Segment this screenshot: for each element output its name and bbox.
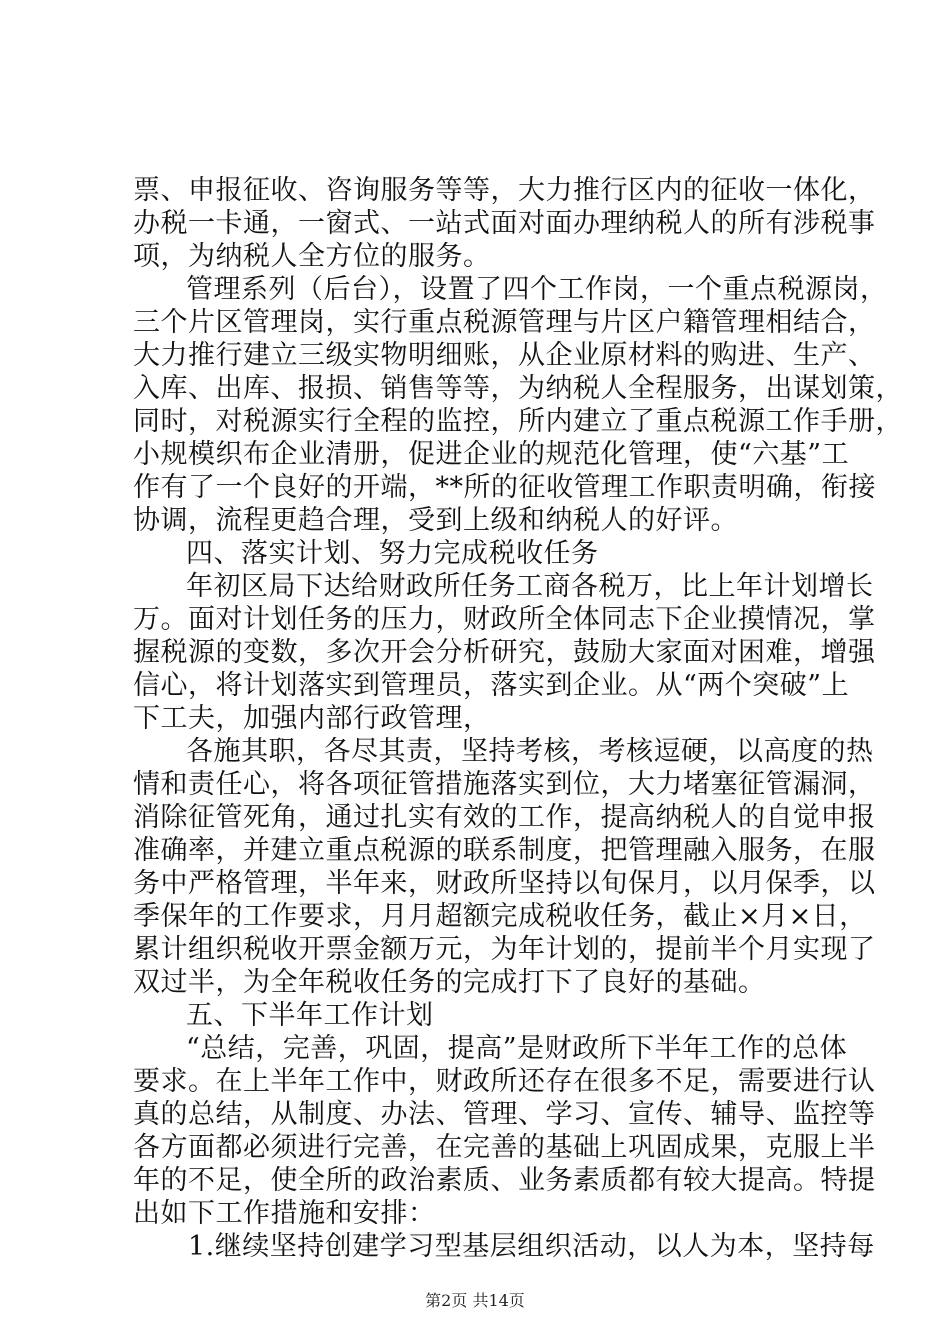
page-number-footer: 第2页 共14页: [425, 1291, 525, 1310]
body-text-line: 小规模织布企业清册，促进企业的规范化管理，使“六基”工: [133, 439, 850, 470]
body-text-line: 办税一卡通，一窗式、一站式面对面办理纳税人的所有涉税事: [133, 208, 876, 239]
body-text-line: 项，为纳税人全方位的服务。: [133, 241, 491, 272]
body-text-line: 真的总结，从制度、办法、管理、学习、宣传、辅导、监控等: [133, 1099, 876, 1130]
body-text-line: 消除征管死角，通过扎实有效的工作，提高纳税人的自觉申报: [133, 802, 876, 833]
body-text-line: 双过半，为全年税收任务的完成打下了良好的基础。: [133, 967, 766, 998]
section-heading-4: 四、落实计划、努力完成税收任务: [186, 538, 599, 569]
body-text-line: 入库、出库、报损、销售等等，为纳税人全程服务，出谋划策，: [133, 373, 903, 404]
body-text-line: 年的不足，使全所的政治素质、业务素质都有较大提高。特提: [133, 1165, 876, 1196]
body-text-line: 要求。在上半年工作中，财政所还存在很多不足，需要进行认: [133, 1066, 876, 1097]
numbered-item: 1.继续坚持创建学习型基层组织活动，以人为本，坚持每: [188, 1231, 875, 1262]
body-text-line: 出如下工作措施和安排：: [133, 1198, 436, 1229]
body-text-line: 各施其职，各尽其责，坚持考核，考核逗硬，以高度的热: [186, 736, 874, 767]
body-text-line: 票、申报征收、咨询服务等等，大力推行区内的征收一体化，: [133, 175, 876, 206]
body-text-line: 万。面对计划任务的压力，财政所全体同志下企业摸情况，掌: [133, 604, 876, 635]
body-text-line: 三个片区管理岗，实行重点税源管理与片区户籍管理相结合，: [133, 307, 876, 338]
body-text-line: 作有了一个良好的开端，**所的征收管理工作职责明确，衔接: [133, 472, 876, 503]
body-text-line: 大力推行建立三级实物明细账，从企业原材料的购进、生产、: [133, 340, 876, 371]
body-text-line: “总结，完善，巩固，提高”是财政所下半年工作的总体: [186, 1033, 848, 1064]
body-text-line: 信心，将计划落实到管理员，落实到企业。从“两个突破”上: [133, 670, 850, 701]
body-text-line: 各方面都必须进行完善，在完善的基础上巩固成果，克服上半: [133, 1132, 876, 1163]
body-text-line: 握税源的变数，多次开会分析研究，鼓励大家面对困难，增强: [133, 637, 876, 668]
section-heading-5: 五、下半年工作计划: [186, 1000, 434, 1031]
body-text-line: 年初区局下达给财政所任务工商各税万，比上年计划增长: [186, 571, 874, 602]
body-text-line: 管理系列（后台），设置了四个工作岗，一个重点税源岗，: [186, 274, 888, 305]
body-text-line: 下工夫，加强内部行政管理，: [133, 703, 491, 734]
body-text-line: 协调，流程更趋合理，受到上级和纳税人的好评。: [133, 505, 738, 536]
body-text-line: 务中严格管理，半年来，财政所坚持以旬保月，以月保季，以: [133, 868, 876, 899]
body-text-line: 累计组织税收开票金额万元，为年计划的，提前半个月实现了: [133, 934, 876, 965]
body-text-line: 季保年的工作要求，月月超额完成税收任务，截止×月×日，: [133, 901, 867, 932]
body-text-line: 同时，对税源实行全程的监控，所内建立了重点税源工作手册，: [133, 406, 903, 437]
body-text-line: 情和责任心，将各项征管措施落实到位，大力堵塞征管漏洞，: [133, 769, 876, 800]
body-text-line: 准确率，并建立重点税源的联系制度，把管理融入服务，在服: [133, 835, 876, 866]
